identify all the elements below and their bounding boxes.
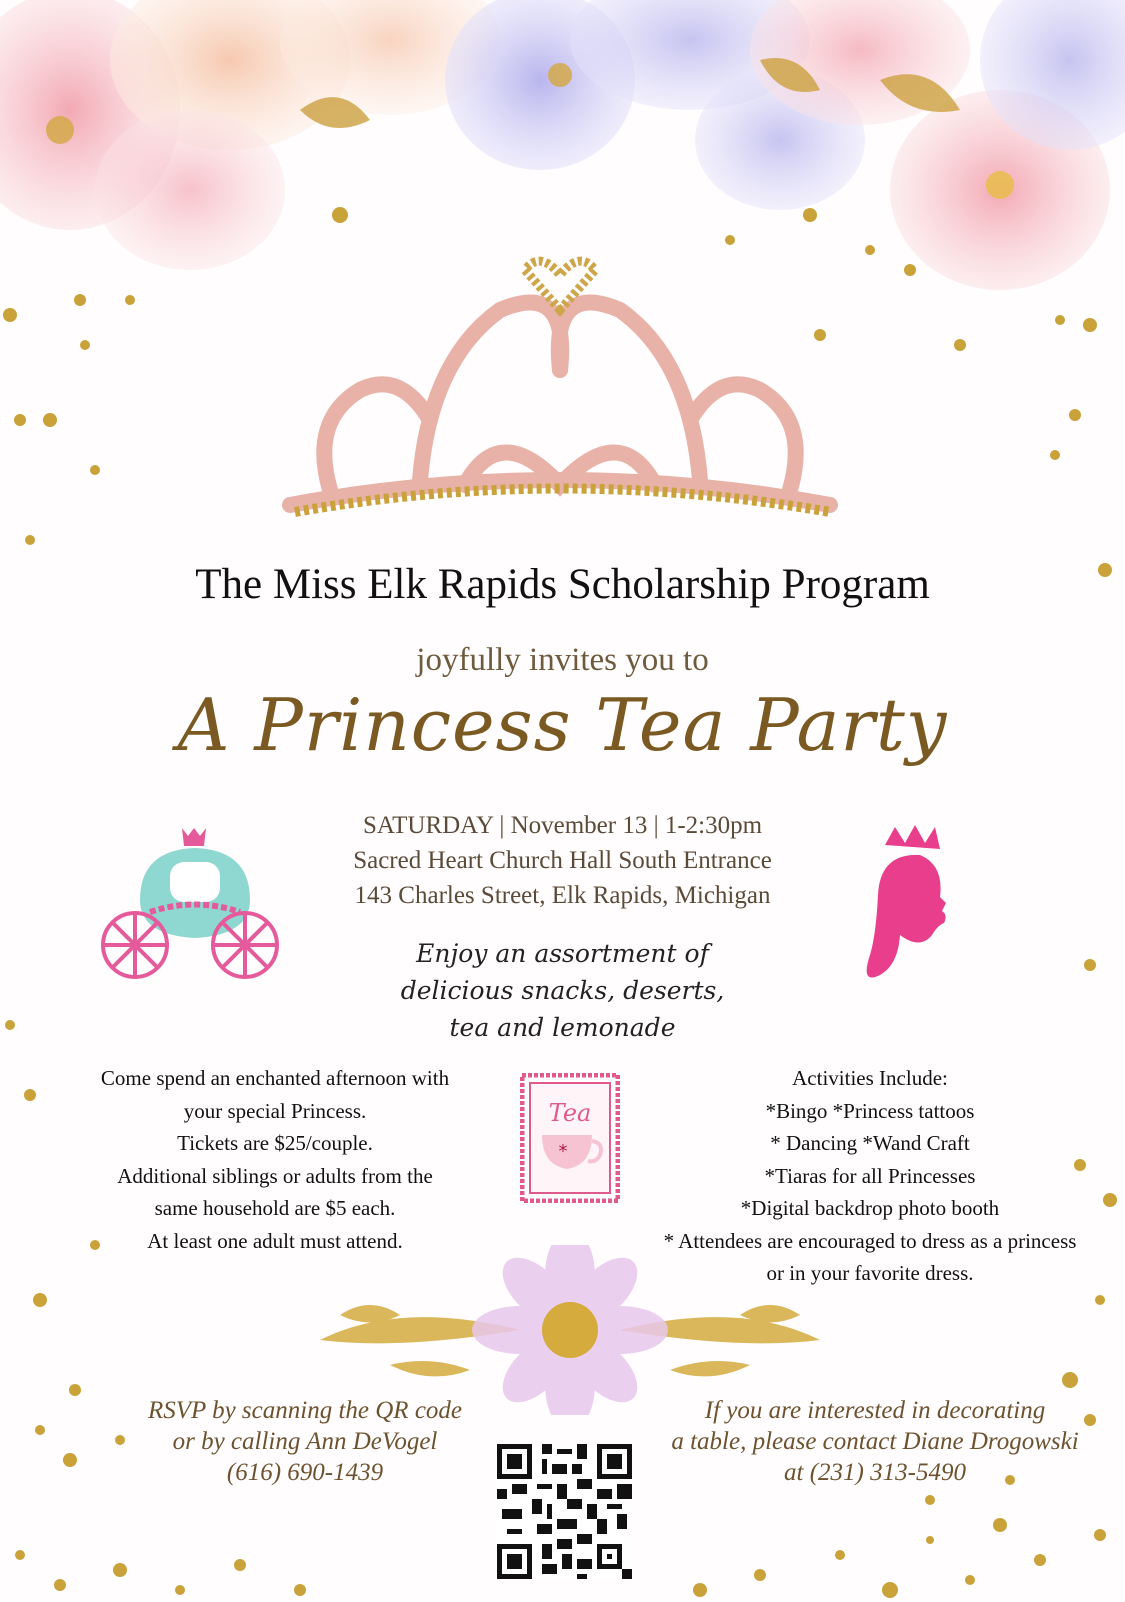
ticket-line: At least one adult must attend. xyxy=(147,1228,403,1253)
tiara-icon xyxy=(270,250,850,550)
decorating-info xyxy=(635,1395,1115,1488)
activity-line: *Bingo *Princess tattoos xyxy=(765,1098,975,1123)
floral-wreath-icon xyxy=(300,1245,840,1415)
organization-title: The Miss Elk Rapids Scholarship Program xyxy=(195,561,930,608)
date-time-line: SATURDAY | November 13 | 1-2:30pm xyxy=(362,812,763,839)
ticket-line: Tickets are $25/couple. xyxy=(177,1131,373,1155)
ticket-line: Additional siblings or adults from the xyxy=(117,1163,433,1188)
rsvp-phone: (616) 690-1439 xyxy=(226,1459,384,1486)
activity-line: *Tiaras for all Princesses xyxy=(764,1163,976,1188)
ticket-info xyxy=(40,1062,510,1257)
ticket-line: same household are $5 each. xyxy=(154,1196,396,1220)
tea-stamp-label: Tea xyxy=(548,1099,592,1127)
decorating-phone: at (231) 313-5490 xyxy=(784,1459,966,1486)
menu-line: tea and lemonade xyxy=(449,1013,676,1042)
carriage-icon xyxy=(100,820,285,985)
menu-description xyxy=(395,935,730,1046)
rsvp-info xyxy=(95,1395,515,1488)
rsvp-line: or by calling Ann DeVogel xyxy=(172,1428,438,1455)
activities-heading: Activities Include: xyxy=(792,1066,948,1090)
ticket-line: your special Princess. xyxy=(183,1098,367,1123)
svg-text:*: * xyxy=(558,1141,568,1162)
activity-line: * Dancing *Wand Craft xyxy=(770,1131,970,1155)
qr-code-icon[interactable] xyxy=(497,1444,632,1579)
invite-line: joyfully invites you to xyxy=(416,642,709,678)
ticket-line: Come spend an enchanted afternoon with xyxy=(100,1066,450,1090)
princess-silhouette-icon xyxy=(860,825,970,995)
tea-stamp-icon xyxy=(520,1073,620,1203)
decorating-line: a table, please contact Diane Drogowski xyxy=(671,1428,1079,1455)
event-details xyxy=(300,808,825,913)
menu-line: delicious snacks, deserts, xyxy=(400,976,725,1005)
activity-line: or in your favorite dress. xyxy=(766,1261,974,1285)
activity-line: *Digital backdrop photo booth xyxy=(740,1196,1000,1220)
venue-line: Sacred Heart Church Hall South Entrance xyxy=(353,847,772,874)
activity-line: * Attendees are encouraged to dress as a princess xyxy=(663,1228,1077,1253)
menu-line: Enjoy an assortment of xyxy=(416,939,709,968)
event-title: A Princess Tea Party xyxy=(177,683,948,767)
decorating-line: If you are interested in decorating xyxy=(704,1397,1046,1424)
address-line: 143 Charles Street, Elk Rapids, Michigan xyxy=(354,882,771,909)
rsvp-line: RSVP by scanning the QR code xyxy=(147,1397,463,1424)
